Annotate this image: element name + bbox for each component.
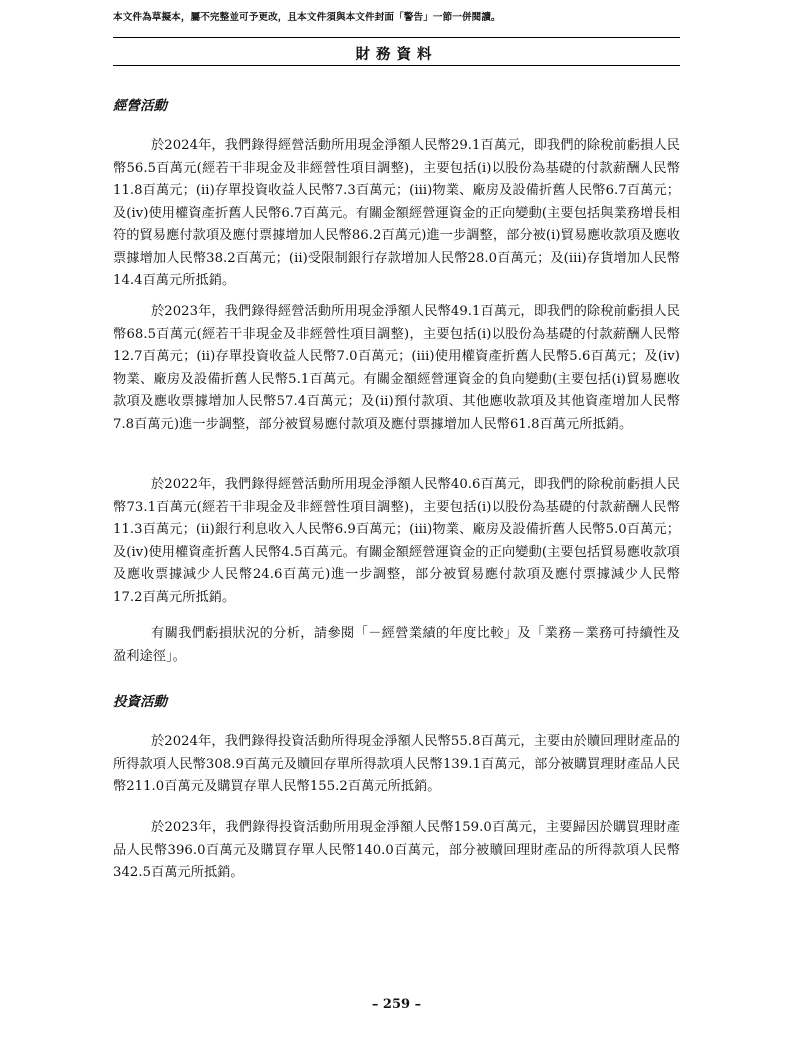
header-rule-bottom <box>113 65 680 66</box>
investing-paragraph-2024: 於2024年，我們錄得投資活動所得現金淨額人民幣55.8百萬元，主要由於贖回理財產品的所得款項人民幣308.9百萬元及贖回存單所得款項人民幣139.1百萬元，部分被購買理財產品人民幣211.0百萬元及購買存單人民幣155.2百萬元所抵銷。 <box>113 734 680 794</box>
header-rule-top <box>113 37 680 38</box>
section-heading-operating: 經營活動 <box>113 98 167 114</box>
draft-disclaimer: 本文件為草擬本，屬不完整並可予更改，且本文件須與本文件封面「警告」一節一併閱讀。 <box>113 12 501 23</box>
operating-paragraph-2024: 於2024年，我們錄得經營活動所用現金淨額人民幣29.1百萬元，即我們的除稅前虧損人民幣56.5百萬元(經若干非現金及非經營性項目調整)，主要包括(i)以股份為基礎的付款薪酬人民幣11.8百萬元；(ii)存單投資收益人民幣7.3百萬元；(iii)物業、廠房及設備折舊人民幣6.7百萬元；及(iv)使用權資產折舊人民幣6.7百萬元。有關金額經營運資金的正向變動(主要包括與業務增長相符的貿易應付款項及應付票據增加人民幣86.2百萬元)進一步調整，部分被(i)貿易應收款項及應收票據增加人民幣38.2百萬元；(ii)受限制銀行存款增加人民幣28.0百萬元；及(iii)存貨增加人民幣14.4百萬元所抵銷。 <box>113 138 680 288</box>
operating-paragraph-2022: 於2022年，我們錄得經營活動所用現金淨額人民幣40.6百萬元，即我們的除稅前虧損人民幣73.1百萬元(經若干非現金及非經營性項目調整)，主要包括(i)以股份為基礎的付款薪酬人民幣11.3百萬元；(ii)銀行利息收入人民幣6.9百萬元；(iii)物業、廠房及設備折舊人民幣5.0百萬元；及(iv)使用權資產折舊人民幣4.5百萬元。有關金額經營運資金的正向變動(主要包括貿易應收款項及應收票據減少人民幣24.6百萬元)進一步調整，部分被貿易應付款項及應付票據減少人民幣17.2百萬元所抵銷。 <box>113 477 680 605</box>
investing-paragraph-2023: 於2023年，我們錄得投資活動所用現金淨額人民幣159.0百萬元，主要歸因於購買理財產品人民幣396.0百萬元及購買存單人民幣140.0百萬元，部分被贖回理財產品的所得款項人民幣342.5百萬元所抵銷。 <box>113 820 680 880</box>
page-title: 財務資料 <box>355 47 438 63</box>
section-heading-investing: 投資活動 <box>113 694 167 710</box>
operating-paragraph-analysis: 有關我們虧損狀況的分析，請參閱「－經營業績的年度比較」及「業務－業務可持續性及盈利途徑」。 <box>113 626 680 664</box>
page-number: – 259 – <box>371 997 422 1012</box>
operating-paragraph-2023: 於2023年，我們錄得經營活動所用現金淨額人民幣49.1百萬元，即我們的除稅前虧損人民幣68.5百萬元(經若干非現金及非經營性項目調整)，主要包括(i)以股份為基礎的付款薪酬人民幣12.7百萬元；(ii)存單投資收益人民幣7.0百萬元；(iii)使用權資產折舊人民幣5.6百萬元；及(iv)物業、廠房及設備折舊人民幣5.1百萬元。有關金額經營運資金的負向變動(主要包括(i)貿易應收款項及應收票據增加人民幣57.4百萬元；及(ii)預付款項、其他應收款項及其他資產增加人民幣7.8百萬元)進一步調整，部分被貿易應付款項及應付票據增加人民幣61.8百萬元所抵銷。 <box>113 304 680 432</box>
